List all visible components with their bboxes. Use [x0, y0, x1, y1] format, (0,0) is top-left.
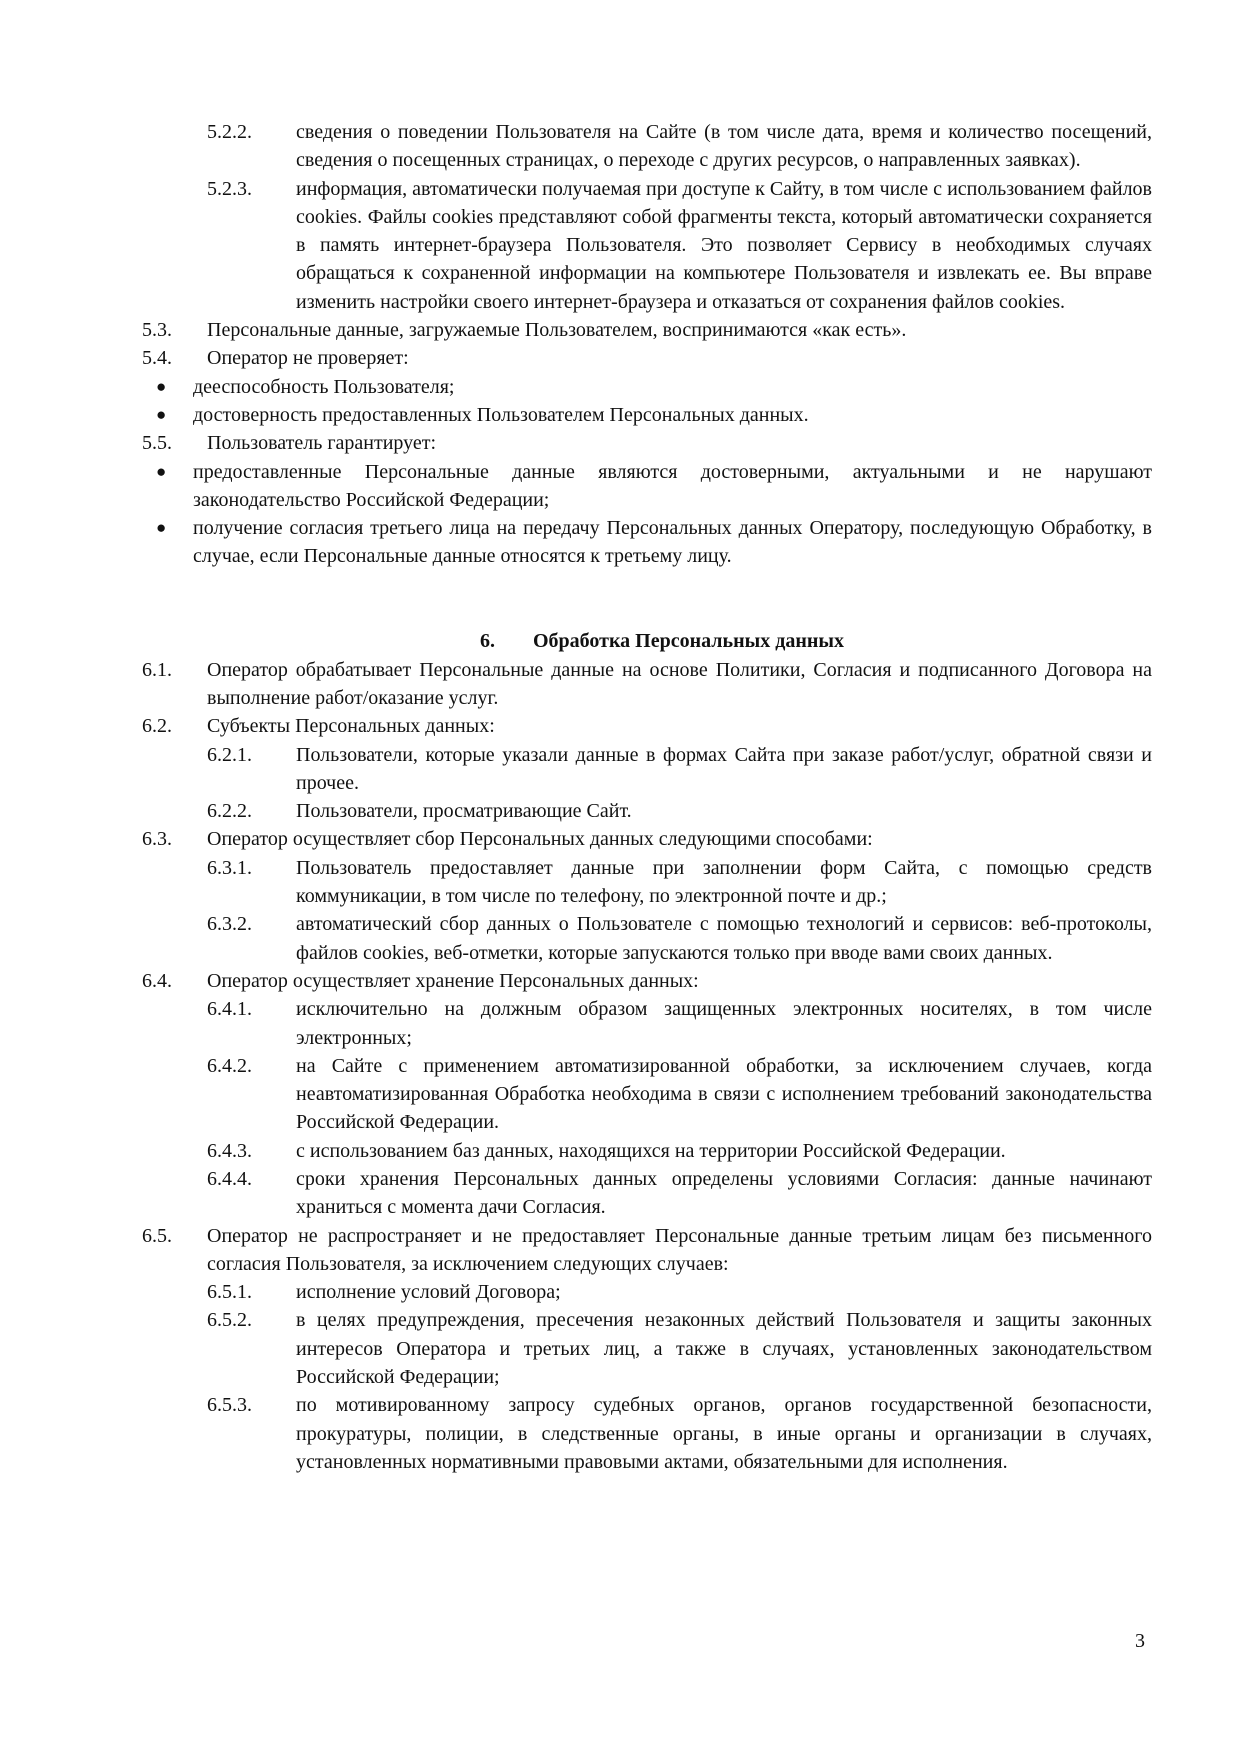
list-item — [142, 175, 1152, 316]
item-number: 6.3.2. — [207, 913, 252, 936]
item-number: 6.3. — [142, 828, 172, 851]
item-text: предоставленные Персональные данные являются достоверными, актуальными и не нарушают законодательство Российской Федерации; — [193, 460, 1152, 511]
item-text: Оператор осуществляет сбор Персональных данных следующими способами: — [207, 828, 873, 851]
bullet-icon: ● — [156, 461, 167, 481]
list-item — [142, 1278, 1152, 1306]
item-number: 6.4.1. — [207, 998, 252, 1021]
item-number: 6.5.2. — [207, 1309, 252, 1332]
item-text: дееспособность Пользователя; — [193, 375, 455, 398]
item-number: 6.2.2. — [207, 800, 252, 823]
list-item — [142, 712, 1152, 740]
bullet-icon: ● — [156, 376, 167, 396]
section-heading — [142, 627, 1152, 655]
item-text: Персональные данные, загружаемые Пользователем, воспринимаются «как есть». — [207, 319, 907, 342]
item-number: 5.2.2. — [207, 121, 252, 143]
list-section-6 — [142, 656, 1152, 1477]
item-number: 6.5.1. — [207, 1281, 252, 1304]
list-item — [142, 854, 1152, 911]
item-number: 6.2.1. — [207, 743, 252, 766]
item-number: 5.2.3. — [207, 177, 252, 200]
section-number: 6. — [479, 630, 495, 653]
item-text: сроки хранения Персональных данных определены условиями Согласия: данные начинают храниться с момента дачи Согласия. — [296, 1167, 1152, 1219]
item-number: 6.3.1. — [207, 856, 252, 879]
list-item — [142, 1222, 1152, 1279]
item-number: 5.5. — [142, 432, 172, 455]
list-item — [142, 656, 1152, 713]
item-text: с использованием баз данных, находящихся на территории Российской Федерации. — [296, 1139, 1006, 1162]
list-item — [142, 1165, 1152, 1222]
item-text: в целях предупреждения, пресечения незаконных действий Пользователя и защиты законных интересов Оператора и третьих лиц, а также в случаях, установленных законодательством Российской Федерации; — [296, 1309, 1152, 1389]
item-text: Оператор обрабатывает Персональные данные на основе Политики, Согласия и подписанного Договора на выполнение работ/оказание услуг. — [207, 658, 1152, 709]
item-text: получение согласия третьего лица на передачу Персональных данных Оператору, последующую Обработку, в случае, если Персональные данные относятся к третьему лицу. — [193, 517, 1152, 568]
page-number: 3 — [1135, 1630, 1145, 1652]
list-item — [142, 910, 1152, 967]
item-text: Оператор осуществляет хранение Персональных данных: — [207, 969, 699, 992]
item-text: по мотивированному запросу судебных органов, органов государственной безопасности, прокуратуры, полиции, в следственные органы, в иные органы и организации в случаях, установленных нормативными правовыми актами, обязательными для исполнения. — [296, 1394, 1152, 1473]
item-text: достоверность предоставленных Пользователем Персональных данных. — [193, 403, 809, 426]
item-text: Пользователи, просматривающие Сайт. — [296, 800, 632, 823]
item-text: Пользователи, которые указали данные в формах Сайта при заказе работ/услуг, обратной связи и прочее. — [296, 743, 1152, 794]
item-text: Пользователь гарантирует: — [207, 432, 437, 455]
list-item — [142, 825, 1152, 853]
item-text: автоматический сбор данных о Пользователе с помощью технологий и сервисов: веб-протоколы, файлов cookies, веб-отметки, которые запускаются только при вводе вами своих данных. — [296, 913, 1152, 964]
item-text: Оператор не проверяет: — [207, 347, 409, 370]
list-item — [142, 1306, 1152, 1391]
document-body — [142, 118, 1152, 1476]
list-item — [142, 429, 1152, 457]
bullet-item — [142, 401, 1152, 429]
bullet-item — [142, 458, 1152, 515]
item-number: 6.4.4. — [207, 1167, 252, 1190]
item-number: 6.4.3. — [207, 1139, 252, 1162]
list-item — [142, 118, 1152, 175]
list-item — [142, 316, 1152, 344]
item-text: исключительно на должным образом защищенных электронных носителях, в том числе электронных; — [296, 998, 1152, 1049]
item-number: 5.4. — [142, 347, 172, 370]
item-text: Субъекты Персональных данных: — [207, 715, 495, 738]
list-item — [142, 1052, 1152, 1137]
list-item — [142, 1137, 1152, 1165]
item-number: 6.2. — [142, 715, 172, 738]
item-text: исполнение условий Договора; — [296, 1281, 561, 1304]
item-number: 6.1. — [142, 658, 172, 681]
list-item — [142, 741, 1152, 798]
item-number: 6.5.3. — [207, 1394, 252, 1417]
item-text: Оператор не распространяет и не предоставляет Персональные данные третьим лицам без письменного согласия Пользователя, за исключением следующих случаев: — [207, 1224, 1152, 1275]
list-item — [142, 967, 1152, 995]
list-item — [142, 344, 1152, 372]
section-title: Обработка Персональных данных — [532, 630, 845, 653]
item-text: информация, автоматически получаемая при доступе к Сайту, в том числе с использованием файлов cookies. Файлы cookies представляют собой фрагменты текста, который автоматически сохраняется в память интернет-браузера Пользователя. Это позволяет Сервису в необходимых случаях обращаться к сохраненной информации на компьютере Пользователя и извлекать ее. Вы вправе изменить настройки своего интернет-браузера и отказаться от сохранения файлов cookies. — [296, 177, 1152, 313]
item-text: Пользователь предоставляет данные при заполнении форм Сайта, с помощью средств коммуникации, в том числе по телефону, по электронной почте и др.; — [296, 856, 1152, 908]
list-item — [142, 797, 1152, 825]
item-number: 5.3. — [142, 319, 172, 342]
item-text: на Сайте с применением автоматизированной обработки, за исключением случаев, когда неавтоматизированная Обработка необходима в связи с исполнением требований законодательства Российской Федерации. — [296, 1054, 1152, 1134]
bullet-icon: ● — [156, 404, 167, 424]
item-number: 6.4. — [142, 969, 172, 992]
bullet-item — [142, 514, 1152, 571]
bullet-item — [142, 373, 1152, 401]
list-section-5 — [142, 118, 1152, 571]
list-item — [142, 995, 1152, 1052]
item-number: 6.4.2. — [207, 1054, 252, 1077]
bullet-icon: ● — [156, 518, 167, 538]
list-item — [142, 1391, 1152, 1476]
item-number: 6.5. — [142, 1224, 172, 1247]
item-text: сведения о поведении Пользователя на Сайте (в том числе дата, время и количество посещений, сведения о посещенных страницах, о переходе с других ресурсов, о направленных заявках). — [296, 121, 1152, 172]
